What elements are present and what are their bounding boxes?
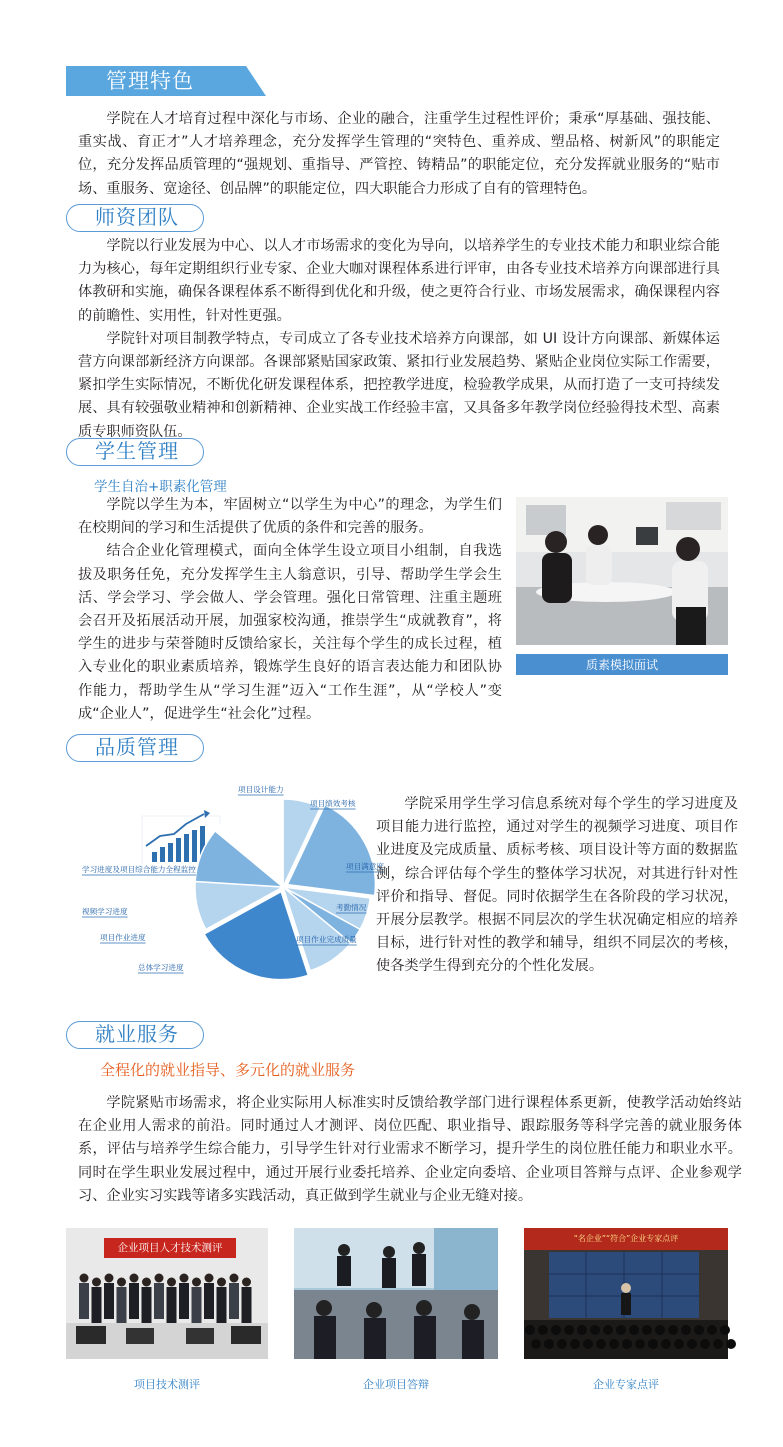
audience-head: [544, 1339, 554, 1349]
mock-interview-photo: [516, 497, 728, 645]
pie-label: 项目设计能力: [238, 785, 284, 794]
person-body: [167, 1287, 177, 1323]
audience-head: [648, 1339, 658, 1349]
pie-label: 项目作业进度: [100, 933, 146, 942]
person-head: [117, 1278, 126, 1287]
mock-interview-illustration: [516, 497, 728, 645]
caption-project-defense: 企业项目答辩: [363, 1378, 429, 1391]
pie-label: 考勤情况: [336, 903, 367, 912]
person-head: [142, 1278, 151, 1287]
audience-head: [707, 1325, 717, 1335]
audience-head: [583, 1339, 593, 1349]
audience-head: [531, 1339, 541, 1349]
pie-label: 项目满意度: [346, 862, 384, 871]
person-body: [154, 1283, 164, 1319]
project-defense-illustration: [294, 1228, 498, 1359]
audience-head: [564, 1325, 574, 1335]
person-body: [142, 1287, 152, 1323]
person-head: [205, 1274, 214, 1283]
photo-project-defense: [294, 1228, 498, 1359]
employment-body: 学院紧贴市场需求，将企业实际用人标准实时反馈给教学部门进行课程体系更新，使教学活动始终站在企业用人需求的前沿。同时通过人才测评、岗位匹配、职业指导、跟踪服务等科学完善的就业服务体系，评估与培养学生综合能力，引导学生针对行业需求不断学习，提升学生的岗位胜任能力和职业水平。同时在学生职业发展过程中，通过开展行业委托培养、企业定向委培、企业项目答辩与点评、企业参观学习、企业实习实践等诸多实践活动，真正做到学生就业与企业无缝对接。: [78, 1095, 742, 1204]
mock-interview-caption-bar: [516, 654, 728, 675]
pie-chart-svg: [78, 780, 384, 980]
student-body: [78, 494, 502, 726]
audience-head: [551, 1325, 561, 1335]
person-body: [79, 1283, 89, 1319]
section-title-student: 学生管理: [95, 439, 179, 463]
audience-head: [603, 1325, 613, 1335]
person-body: [117, 1287, 127, 1323]
person-body: [192, 1287, 202, 1323]
faculty-paragraph-1: 学院以行业发展为中心、以人才市场需求的变化为导向，以培养学生的专业技术能力和职业综合能力为核心，每年定期组织行业专家、企业大咖对课程体系进行评审，由各专业技术培养方向课部进行具体教研和实施，确保各课程体系不断得到优化和升级，使之更符合行业、市场发展需求，确保课程内容的前瞻性、实用性，针对性更强。: [78, 238, 720, 324]
person-body: [242, 1287, 252, 1323]
person-head: [242, 1278, 251, 1287]
person-body: [92, 1287, 102, 1323]
audience-head: [642, 1325, 652, 1335]
audience-head: [596, 1339, 606, 1349]
student-subtitle: 学生自治+职素化管理: [94, 479, 227, 495]
person-body: [104, 1283, 114, 1319]
person-head: [192, 1278, 201, 1287]
audience-head: [713, 1339, 723, 1349]
audience-head: [661, 1339, 671, 1349]
person-head: [167, 1278, 176, 1287]
pie-label: 项目作业完成质量: [296, 935, 357, 944]
person-head: [155, 1274, 164, 1283]
audience-head: [674, 1339, 684, 1349]
audience-head: [629, 1325, 639, 1335]
expert-review-banner: “名企业”“符合”企业专家点评: [573, 1234, 679, 1243]
person-head: [92, 1278, 101, 1287]
photo-tech-evaluation: [66, 1228, 268, 1359]
person-head: [130, 1274, 139, 1283]
audience-head: [570, 1339, 580, 1349]
faculty-paragraph-2: 学院针对项目制教学特点，专司成立了各专业技术培养方向课部，如 UI 设计方向课部、新媒体运营方向课部新经济方向课部。各课部紧贴国家政策、紧扣行业发展趋势、紧贴企业岗位实际工作需要，紧扣学生实际情况，不断优化研发课程体系，把控教学进度，检验教学成果，从而打造了一支可持续发展、具有较强敬业精神和创新精神、企业实战工作经验丰富，又具备多年教学岗位经验得技术型、高素质专职师资队伍。: [78, 330, 720, 440]
person-body: [179, 1283, 189, 1319]
audience-head: [616, 1325, 626, 1335]
pie-label: 总体学习进度: [138, 963, 184, 972]
section-header-management: [66, 66, 266, 96]
management-body: 学院在人才培育过程中深化与市场、企业的融合，注重学生过程性评价；秉承“厚基础、强技能、重实战、育正才”人才培养理念，充分发挥学生管理的“突特色、重养成、塑品格、树新风”的职能定位，充分发挥品质管理的“强规划、重指导、严管控、铸精品”的职能定位，充分发挥就业服务的“贴市场、重服务、宽途径、创品牌”的职能定位，四大职能合力形成了自有的管理特色。: [78, 111, 720, 197]
mock-interview-caption: 质素模拟面试: [585, 658, 658, 672]
caption-expert-review: 企业专家点评: [593, 1378, 659, 1391]
audience-head: [635, 1339, 645, 1349]
person-head: [80, 1274, 89, 1283]
audience-head: [525, 1325, 535, 1335]
person-head: [230, 1274, 239, 1283]
person-body: [217, 1287, 227, 1323]
student-paragraph-1: 学院以学生为本，牢固树立“以学生为中心”的理念，为学生们在校期间的学习和生活提供了优质的条件和完善的服务。: [78, 497, 502, 537]
pie-label: 学习进度及项目综合能力全程监控: [82, 865, 196, 874]
person-body: [204, 1283, 214, 1319]
section-title-employment: 就业服务: [95, 1022, 179, 1046]
audience-head: [681, 1325, 691, 1335]
employment-subtitle: 全程化的就业指导、多元化的就业服务: [100, 1061, 356, 1079]
quality-body: 学院采用学生学习信息系统对每个学生的学习进度及项目能力进行监控，通过对学生的视频学习进度、项目作业进度及完成质量、质标考核、项目设计等方面的数据监测，综合评估每个学生的整体学习状况，对其进行针对性评价和指导、督促。同时依据学生在各阶段的学习状况，开展分层教学。根据不同层次的学生状况确定相应的培养目标，进行针对性的教学和辅导，组织不同层次的考核，使各类学生得到充分的个性化发展。: [376, 796, 738, 975]
section-header-faculty: [66, 204, 204, 232]
quality-pie-chart: [78, 780, 384, 980]
person-head: [217, 1278, 226, 1287]
pie-label: 项目绩效考核: [310, 799, 356, 808]
audience-head: [720, 1325, 730, 1335]
person-head: [105, 1274, 114, 1283]
photo-expert-review: [524, 1228, 728, 1359]
audience-head: [668, 1325, 678, 1335]
audience-head: [557, 1339, 567, 1349]
audience-head: [577, 1325, 587, 1335]
student-paragraph-2: 结合企业化管理模式，面向全体学生设立项目小组制，自我选拔及职务任免，充分发挥学生主人翁意识，引导、帮助学生学会生活、学会学习、学会做人、学会管理。强化日常管理、注重主题班会召开及拓展活动开展，加强家校沟通，推崇学生“成就教育”，将学生的进步与荣誉随时反馈给家长，关注每个学生的成长过程，植入专业化的职业素质培养，锻炼学生良好的语言表达能力和团队协作能力，帮助学生从“学习生涯”迈入“工作生涯”，从“学校人”变成“企业人”，促进学生“社会化”过程。: [78, 543, 502, 722]
audience-head: [700, 1339, 710, 1349]
audience-head: [590, 1325, 600, 1335]
section-header-quality: [66, 734, 204, 762]
section-title-management: 管理特色: [106, 69, 194, 93]
audience-head: [538, 1325, 548, 1335]
audience-head: [609, 1339, 619, 1349]
person-head: [180, 1274, 189, 1283]
section-header-employment: [66, 1021, 204, 1049]
audience-head: [694, 1325, 704, 1335]
person-body: [129, 1283, 139, 1319]
tech-evaluation-banner: 企业项目人才技术测评: [117, 1242, 223, 1254]
audience-head: [622, 1339, 632, 1349]
person-body: [229, 1283, 239, 1319]
pie-label: 视频学习进度: [82, 907, 128, 916]
section-header-student: [66, 438, 204, 466]
expert-review-illustration: [524, 1228, 728, 1359]
section-title-quality: 品质管理: [95, 735, 179, 759]
audience-head: [726, 1339, 736, 1349]
audience-head: [687, 1339, 697, 1349]
audience-head: [655, 1325, 665, 1335]
faculty-body: [78, 235, 720, 444]
caption-tech-evaluation: 项目技术测评: [134, 1378, 200, 1391]
section-title-faculty: 师资团队: [95, 205, 179, 229]
